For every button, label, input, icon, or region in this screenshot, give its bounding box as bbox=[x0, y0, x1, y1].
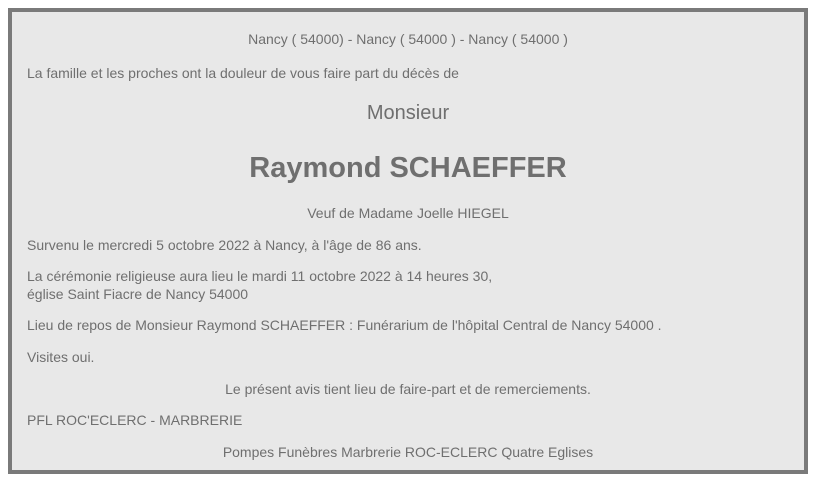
death-info: Survenu le mercredi 5 octobre 2022 à Nancy, à l'âge de 86 ans. bbox=[27, 237, 422, 253]
locations-line: Nancy ( 54000) - Nancy ( 54000 ) - Nancy ( 54000 ) bbox=[248, 31, 568, 47]
ceremony-line-2: église Saint Fiacre de Nancy 54000 bbox=[27, 286, 249, 302]
death-notice-panel bbox=[8, 8, 808, 474]
intro-text: La famille et les proches ont la douleur de vous faire part du décès de bbox=[27, 65, 459, 81]
funeral-home-name: Pompes Funèbres Marbrerie ROC-ECLERC Quatre Eglises bbox=[222, 444, 594, 460]
ceremony-line-1: La cérémonie religieuse aura lieu le mardi 11 octobre 2022 à 14 heures 30, bbox=[27, 268, 493, 284]
rest-place-info: Lieu de repos de Monsieur Raymond SCHAEFFER : Funérarium de l'hôpital Central de Nancy 54000 . bbox=[27, 317, 662, 333]
visits-info: Visites oui. bbox=[27, 349, 95, 365]
ceremony-info bbox=[27, 267, 727, 303]
civility-title: Monsieur bbox=[366, 102, 450, 124]
deceased-name: Raymond SCHAEFFER bbox=[249, 152, 567, 184]
spouse-line: Veuf de Madame Joelle HIEGEL bbox=[307, 205, 509, 221]
acknowledgement-text: Le présent avis tient lieu de faire-part et de remerciements. bbox=[225, 381, 591, 397]
funeral-company-name: PFL ROC'ECLERC - MARBRERIE bbox=[27, 412, 243, 428]
